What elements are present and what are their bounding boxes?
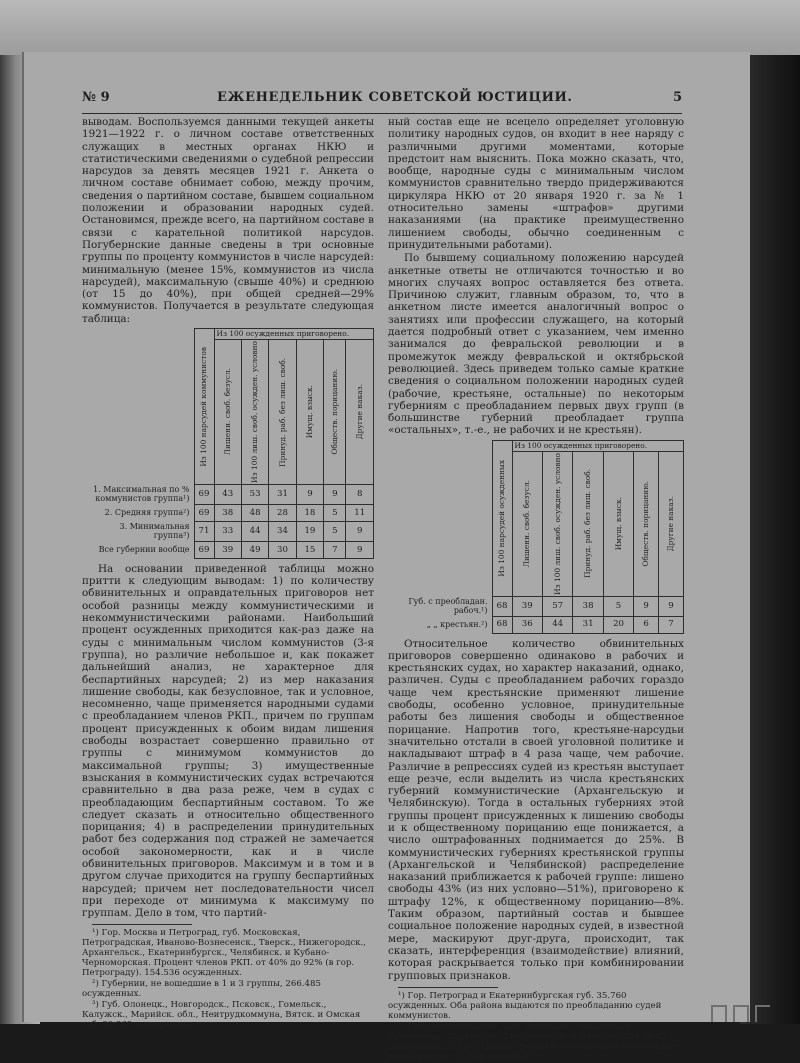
table-cell: 69 (194, 504, 214, 521)
table-col-header: Имущ. взыск. (613, 496, 623, 551)
table-cell: 9 (634, 596, 659, 616)
table-cell: 69 (194, 484, 214, 504)
table-cell: 38 (214, 504, 241, 521)
table-row (82, 521, 374, 541)
row-label: 3. Минимальная группа³) (82, 521, 194, 541)
table-col-header: Обществ. порицанию. (641, 480, 651, 567)
table-row (388, 616, 684, 633)
table-cell: 57 (542, 596, 572, 616)
row-label: 2. Средняя группа²) (82, 504, 194, 521)
table-cell: 7 (659, 616, 684, 633)
table-cell: 44 (241, 521, 268, 541)
table-cell: 31 (269, 484, 296, 504)
table-cell: 9 (346, 521, 374, 541)
table-row (82, 484, 374, 504)
table-col-header: Другие наказ. (666, 495, 676, 552)
left-intro-paragraph: выводам. Воспользуемся данными текущей анкеты 1921—1922 г. о личном составе ответственных служащих в местных органах НКЮ и статистическими сведениями о судебной репрессии нарсудов за девять месяцев 1921 г. Анкета о личном составе обнимает собою, между прочим, сведения о партийном составе, бывшем социальном положении и образовании народных судей. Остановимся, прежде всего, на партийном составе в связи с карательной политикой нарсудов. Погубернские данные сведены в три основные группы по проценту коммунистов в числе нарсудей: минимальную (менее 15%, коммунистов из числа нарсудей), максимальную (свыше 40%) и среднюю (от 15 до 40%), при общей средней—29% коммунистов. Получается в результате следующая таблица: (82, 116, 374, 325)
table-cell: 5 (324, 521, 346, 541)
row-label: „ „ крестьян.²) (388, 616, 492, 633)
table-cell: 44 (542, 616, 572, 633)
table-cell: 69 (194, 541, 214, 558)
right-footnotes (388, 991, 684, 1062)
left-column (82, 116, 374, 1031)
footnote: ²) Губернии, не вошедшие в 1 и 3 группы, 266.485 осужденных. (82, 979, 321, 1000)
table-cell: 7 (324, 541, 346, 558)
table-col-header: Другие наказ. (354, 384, 364, 440)
table-col-header: Имущ. взыск. (304, 385, 314, 439)
row-label: 1. Максимальная по % коммунистов группа¹) (82, 484, 194, 504)
table-cell: 15 (296, 541, 323, 558)
table-col-header: Из 100 нарсудей коммунистов (199, 346, 208, 467)
table-row (388, 596, 684, 616)
table-col-header: Из 100 лиш. своб. осужден. условно (552, 452, 562, 595)
right-paragraph-2: По бывшему социальному положению нарсудей анкетные ответы не отличаются точностью и во многих случаях вопрос оставляется без ответа. Причиною служит, главным образом, то, что в анкетном листе имеется аналогичный вопрос о занятиях или профессии служащего, на который дается подробный ответ с указанием, чем именно занимался до февральской революции и в промежуток между февральской и октябрьской революцией. Здесь приведем только самые краткие сведения о социальном положении народных судей (рабочие, крестьяне, остальные) по некоторым губерниям с преобладанием первых двух групп (в большинстве губерний преобладает группа «остальных», т.-е., не рабочих и не крестьян). (388, 252, 684, 437)
table-col-header: Лишени. своб. безусл. (522, 480, 532, 568)
table-cell: 20 (603, 616, 633, 633)
table-cell: 9 (346, 541, 374, 558)
table-cell: 38 (573, 596, 603, 616)
footnote: ²) Губ. Архангельская, Сев.-Двинская, Симбирская, Тамбовская, Саратовск., Ставропольск. и Челябинская 56.825 осужденных. В губ. Архангельской и Челябинской преобладает коммунистич. состав нарсудей. (388, 1021, 680, 1062)
row-label: Губ. с преобладан. рабоч.¹) (388, 596, 492, 616)
left-footnotes (82, 928, 374, 1030)
table-cell: 48 (241, 504, 268, 521)
table-row (82, 504, 374, 521)
scan-frame-mark (706, 1002, 776, 1024)
table-cell: 68 (492, 616, 512, 633)
running-header (82, 88, 682, 114)
table-cell: 39 (214, 541, 241, 558)
party-composition-table (82, 328, 374, 559)
right-paragraph-1: ный состав еще не всецело определяет уголовную политику народных судов, он входит в нее наряду с различными другими моментами, которые предстоит нам выяснить. Пока можно сказать, что, вообще, народные суды с минимальным числом коммунистов сравнительно твердо придерживаются циркуляра НКЮ от 20 января 1920 г. за № 1 относительно замены «штрафов» другими наказаниями (на практике преимущественно лишением свободы, обычно соединенным с принудительными работами). (388, 116, 684, 251)
footnote: ¹) Гор. Петроград и Екатеринбургская губ. 35.760 осужденных. Оба района выдаются по преобладанию судей коммунистов. (388, 990, 662, 1021)
table-group-header: Из 100 осужденных приговорено. (512, 440, 684, 451)
document-page (22, 52, 750, 1062)
table-cell: 11 (346, 504, 374, 521)
left-body-paragraph: На основании приведенной таблицы можно притти к следующим выводам: 1) по количеству обвинительных и оправдательных приговоров нет особой разницы между коммунистическими и некоммунистическими районами. Наибольший процент осужденных приходится как-раз даже на суды с минимальным числом коммунистов (3-я группа), но различие небольшое и, как покажет дальнейший анализ, не характерное для беспартийных нарсудей; 2) из мер наказания лишение свободы, как безусловное, так и условное, несомненно, чаще применяется народными судами с преобладанием членов РКП., причем по группам процент присужденных к обоим видам лишения свободы возрастает совершенно правильно от группы с минимумом коммунистов до максимальной группы; 3) имущественные взыскания в коммунистических судах встречаются сравнительно в два раза реже, чем в судах с преобладающим беспартийным составом. То же следует сказать и относительно общественного порицания; 4) в распределении принудительных работ без содержания под стражей не замечается особой закономерности, как и в числе обвинительных приговоров. Максимум и в том и в другом случае приходится на группу беспартийных нарсудей; причем нет последовательности чисел при переходе от минимума к максимуму по группам. Дело в том, что партий- (82, 562, 374, 920)
issue-number: № 9 (82, 90, 110, 105)
table-cell: 49 (241, 541, 268, 558)
table-cell: 71 (194, 521, 214, 541)
table-cell: 19 (296, 521, 323, 541)
table-col-header: Принуд. раб. без лиш. своб. (277, 357, 287, 467)
table-cell: 34 (269, 521, 296, 541)
table-group-header: Из 100 осужденных приговорено. (214, 329, 374, 340)
table-col-header: Лишени. своб. безусл. (222, 368, 232, 456)
table-cell: 33 (214, 521, 241, 541)
table-cell: 31 (573, 616, 603, 633)
table-cell: 5 (603, 596, 633, 616)
table-cell: 68 (492, 596, 512, 616)
right-paragraph-3: Относительное количество обвинительных приговоров совершенно одинаково в рабочих и крестьянских судах, но характер наказаний, однако, различен. Суды с преобладанием рабочих гораздо чаще чем крестьянские применяют лишение свободы, особенно условное, принудительные работы без лишения свободы и общественное порицание. Напротив того, крестьяне-нарсудьи значительно отстали в своей уголовной политике и накладывают штраф в 4 раза чаще, чем рабочие. Различие в репрессиях судей из крестьян выступает еще резче, если выделить из числа крестьянских губерний коммунистические (Архангельскую и Челябинскую). Тогда в остальных губерниях этой группы процент присужденных к лишению свободы и к общественному порицанию еще понижается, а число оштрафованных поднимается до 25%. В коммунистических губерниях крестьянской группы (Архангельской и Челябинской) распределение наказаний приближается к рабочей группе: лишено свободы 43% (из них условно—51%), приговорено к штрафу 12%, к общественному порицанию—8%. Таким образом, партийный состав и бывшее социальное положение народных судей, в известной мере, маскируют друг-друга, происходит, так сказать, интерференция (взаимодействие) влияний, которая раскрывается только при комбинировании групповых признаков. (388, 637, 684, 982)
table-cell: 28 (269, 504, 296, 521)
footnote: ³) Губ. Олонецк., Новгородск., Псковск., Гомельск., Калужск., Марийск. обл., Неитрудкоммуна, Вятск. и Омская губ. 90.869 осужденных. (82, 1000, 361, 1031)
page-number: 5 (672, 90, 682, 105)
footnote-rule (92, 924, 192, 925)
footnote: ¹) Гор. Москва и Петроград, губ. Московская, Петроградская, Иваново-Вознесенск., Тверск., Нижегородск., Архангельск., Екатеринбургск., Челябинск. и Кубано-Черноморская. Процент членов РКП. от 40% до 92% (в гор. Петрограду). 154.536 осужденных. (82, 928, 366, 979)
table-cell: 36 (512, 616, 542, 633)
journal-title: ЕЖЕНЕДЕЛЬНИК СОВЕТСКОЙ ЮСТИЦИИ. (217, 90, 573, 105)
table-cell: 9 (324, 484, 346, 504)
table-cell: 39 (512, 596, 542, 616)
table-cell: 6 (634, 616, 659, 633)
social-status-table (388, 440, 684, 634)
table-cell: 5 (324, 504, 346, 521)
table-cell: 18 (296, 504, 323, 521)
table-cell: 30 (269, 541, 296, 558)
table-cell: 8 (346, 484, 374, 504)
table-col-header: Обществ. порицанию. (329, 369, 339, 455)
right-column (388, 116, 684, 1063)
table-row-total (82, 541, 374, 558)
table-cell: 9 (659, 596, 684, 616)
table-col-header: Принуд. раб. без лиш. своб. (583, 469, 593, 579)
table-col-header: Из 100 нарсудей осужденных (497, 459, 506, 577)
table-cell: 43 (214, 484, 241, 504)
scan-background-top (0, 0, 800, 55)
footnote-rule (398, 987, 498, 988)
row-label: Все губернии вообще (82, 541, 194, 558)
table-cell: 53 (241, 484, 268, 504)
table-col-header: Из 100 лиш. своб. осужден. условно (250, 341, 260, 483)
table-cell: 9 (296, 484, 323, 504)
